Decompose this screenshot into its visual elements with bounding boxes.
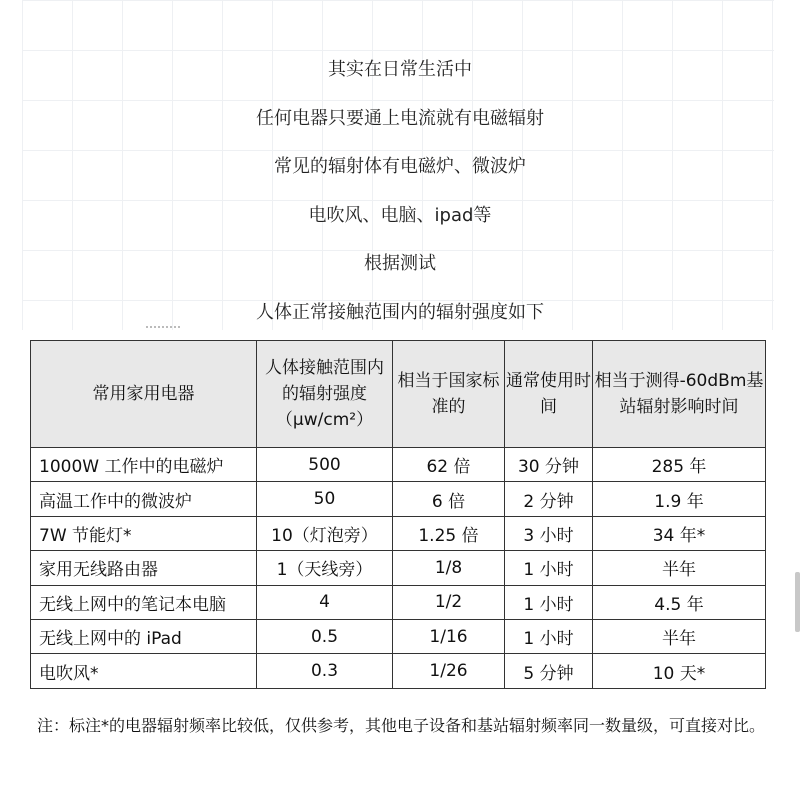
cell-intensity: 500 bbox=[257, 448, 393, 482]
cell-intensity: 0.3 bbox=[257, 654, 393, 688]
radiation-table bbox=[30, 340, 766, 689]
cell-base-station-equivalent: 10 天* bbox=[593, 654, 766, 688]
cell-base-station-equivalent: 半年 bbox=[593, 619, 766, 653]
table-header-row bbox=[31, 341, 766, 448]
cell-usage-time: 1 小时 bbox=[505, 585, 593, 619]
intro-line: 人体正常接触范围内的辐射强度如下 bbox=[256, 301, 544, 323]
cell-base-station-equivalent: 34 年* bbox=[593, 516, 766, 550]
dotted-separator bbox=[146, 326, 180, 330]
header-standard-ratio: 相当于国家标准的 bbox=[393, 341, 505, 448]
cell-intensity: 10（灯泡旁） bbox=[257, 516, 393, 550]
intro-line: 电吹风、电脑、ipad等 bbox=[308, 204, 492, 226]
cell-appliance: 1000W 工作中的电磁炉 bbox=[31, 448, 257, 482]
cell-usage-time: 30 分钟 bbox=[505, 448, 593, 482]
intro-text bbox=[0, 52, 800, 344]
cell-appliance: 电吹风* bbox=[31, 654, 257, 688]
cell-standard-ratio: 1/8 bbox=[393, 551, 505, 585]
cell-usage-time: 1 小时 bbox=[505, 551, 593, 585]
cell-base-station-equivalent: 半年 bbox=[593, 551, 766, 585]
table-row bbox=[31, 619, 766, 653]
header-base-station-equivalent: 相当于测得-60dBm基站辐射影响时间 bbox=[593, 341, 766, 448]
header-intensity: 人体接触范围内的辐射强度（μw/cm²） bbox=[257, 341, 393, 448]
cell-standard-ratio: 1/2 bbox=[393, 585, 505, 619]
cell-intensity: 50 bbox=[257, 482, 393, 516]
cell-standard-ratio: 1.25 倍 bbox=[393, 516, 505, 550]
header-appliance: 常用家用电器 bbox=[31, 341, 257, 448]
table-row bbox=[31, 482, 766, 516]
table-row bbox=[31, 654, 766, 688]
intro-line: 其实在日常生活中 bbox=[328, 59, 472, 80]
cell-base-station-equivalent: 1.9 年 bbox=[593, 482, 766, 516]
cell-usage-time: 5 分钟 bbox=[505, 654, 593, 688]
intro-line: 常见的辐射体有电磁炉、微波炉 bbox=[274, 156, 526, 178]
cell-base-station-equivalent: 285 年 bbox=[593, 448, 766, 482]
cell-appliance: 无线上网中的 iPad bbox=[31, 619, 257, 653]
cell-appliance: 无线上网中的笔记本电脑 bbox=[31, 585, 257, 619]
cell-intensity: 4 bbox=[257, 585, 393, 619]
footnote: 注：标注*的电器辐射频率比较低，仅供参考，其他电子设备和基站辐射频率同一数量级，可直接对比。 bbox=[37, 716, 766, 735]
cell-standard-ratio: 1/16 bbox=[393, 619, 505, 653]
table-row bbox=[31, 448, 766, 482]
cell-standard-ratio: 62 倍 bbox=[393, 448, 505, 482]
cell-appliance: 7W 节能灯* bbox=[31, 516, 257, 550]
cell-base-station-equivalent: 4.5 年 bbox=[593, 585, 766, 619]
table-row bbox=[31, 551, 766, 585]
cell-appliance: 家用无线路由器 bbox=[31, 551, 257, 585]
cell-usage-time: 2 分钟 bbox=[505, 482, 593, 516]
scrollbar-thumb[interactable] bbox=[795, 572, 800, 632]
table-row bbox=[31, 516, 766, 550]
cell-standard-ratio: 6 倍 bbox=[393, 482, 505, 516]
intro-line: 根据测试 bbox=[364, 253, 436, 275]
header-usage-time: 通常使用时间 bbox=[505, 341, 593, 448]
cell-usage-time: 1 小时 bbox=[505, 619, 593, 653]
cell-standard-ratio: 1/26 bbox=[393, 654, 505, 688]
table-row bbox=[31, 585, 766, 619]
cell-intensity: 0.5 bbox=[257, 619, 393, 653]
intro-line: 任何电器只要通上电流就有电磁辐射 bbox=[256, 107, 544, 129]
cell-intensity: 1（天线旁） bbox=[257, 551, 393, 585]
cell-appliance: 高温工作中的微波炉 bbox=[31, 482, 257, 516]
cell-usage-time: 3 小时 bbox=[505, 516, 593, 550]
